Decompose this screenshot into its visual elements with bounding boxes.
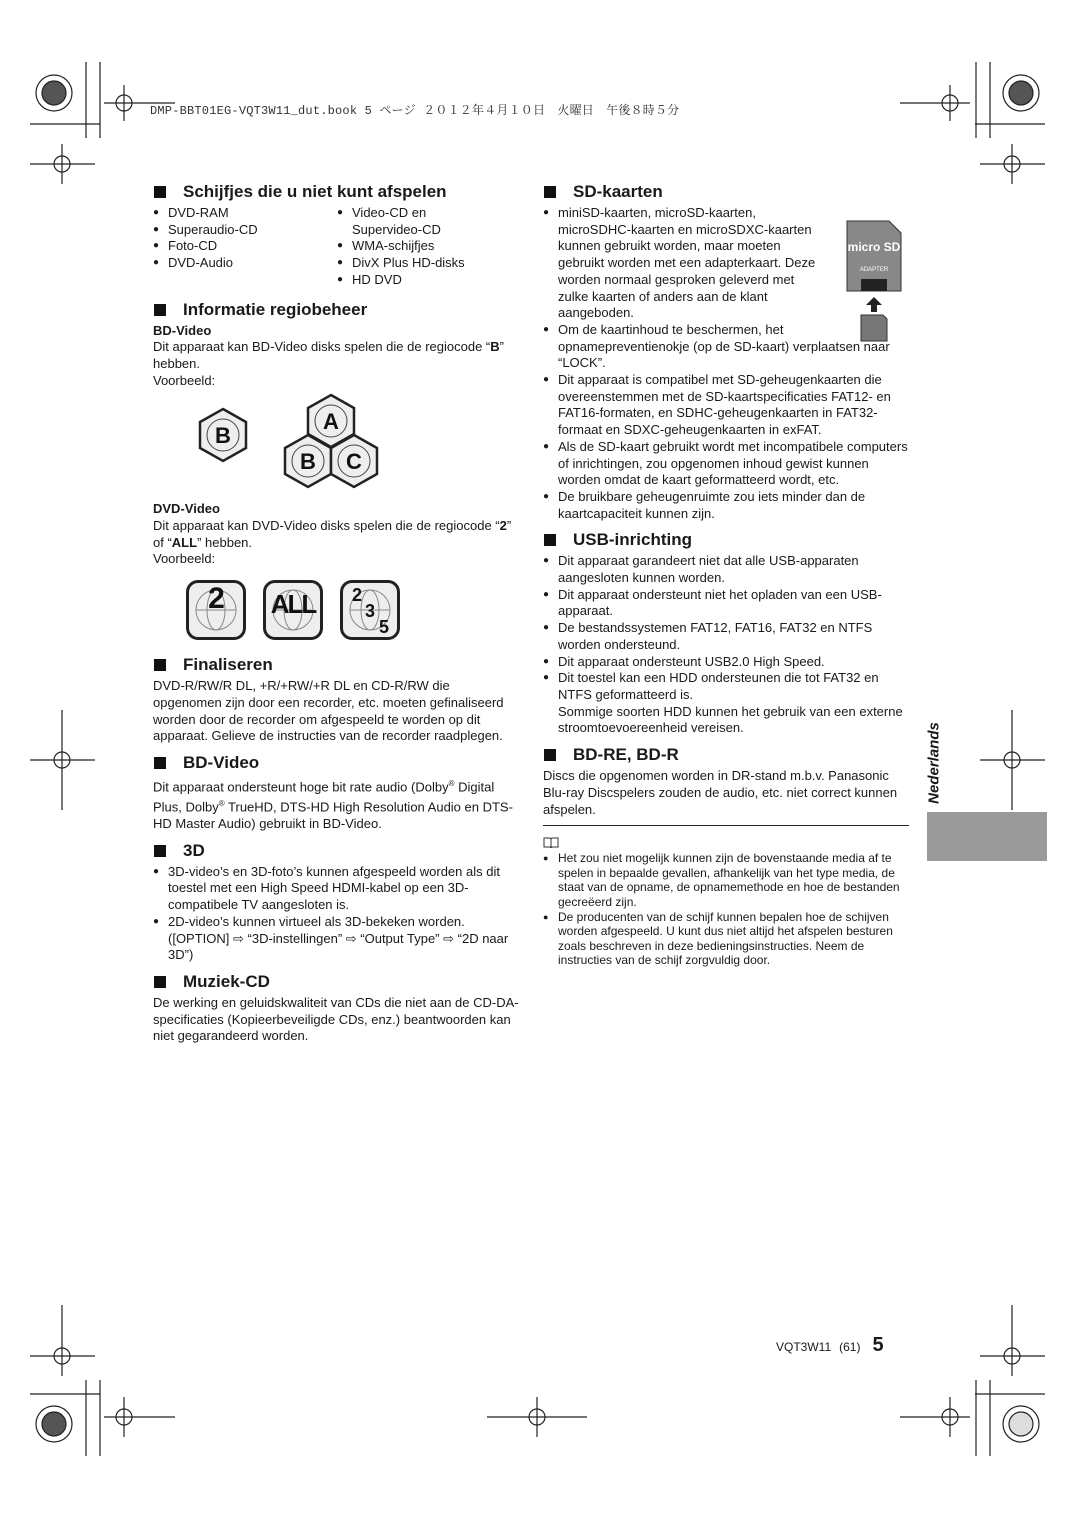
section-music-cd <box>153 971 521 1045</box>
list-item: ● Dit apparaat is compatibel met SD-geheugenkaarten die overeenstemmen met de SD-kaartspecificaties FAT12- en FAT16-formaten, en SDHC-geheugenkaarten in FAT32-formaat en SDXC-geheugenkaarten in exFAT. <box>543 372 909 439</box>
body-text: De werking en geluidskwaliteit van CDs die niet aan de CD-DA-specificaties (Kopieerbeveiligde CDs, enz.) beantwoorden kan niet gegarandeerd worden. <box>153 994 519 1044</box>
section-title: Finaliseren <box>153 654 521 676</box>
square-bullet-icon <box>544 749 556 761</box>
bd-logo-letter: C <box>346 449 362 475</box>
body-text: Dit apparaat ondersteunt hoge bit rate audio (Dolby® Digital Plus, Dolby® TrueHD, DTS-HD High Resolution Audio en DTS-HD Master Audio) gebruikt in BD-Video. <box>153 778 513 832</box>
square-bullet-icon <box>544 186 556 198</box>
dvd-region-logos <box>186 580 521 640</box>
list-item: ● DivX Plus HD-disks <box>337 255 521 272</box>
bd-logo-letter: B <box>300 449 316 475</box>
notes <box>543 851 909 968</box>
svg-text:ADAPTER: ADAPTER <box>859 267 889 273</box>
list-item: ● Dit apparaat garandeert niet dat alle USB-apparaten aangesloten kunnen worden. <box>543 553 909 586</box>
section-3d <box>153 840 521 964</box>
doc-subpage: (61) <box>839 1340 861 1354</box>
list-item: ● Het zou niet mogelijk kunnen zijn de bovenstaande media af te spelen in bepaalde gevallen, afhankelijk van het type media, de staat van de opname, de opnamemethode en hoe de bestanden gecreëerd zijn. <box>543 851 909 909</box>
list-item: ● Superaudio-CD <box>153 222 337 239</box>
dvd-video-subtitle: DVD-Video <box>153 501 220 517</box>
square-bullet-icon <box>154 659 166 671</box>
list-item: ● Video-CD en Supervideo-CD <box>337 205 492 238</box>
list-item: ● WMA-schijfjes <box>337 238 521 255</box>
print-header: DMP-BBT01EG-VQT3W11_dut.book 5 ページ ２０１２年４月１０日 火曜日 午後８時５分 <box>150 104 680 118</box>
example-label: Voorbeeld: <box>153 551 216 567</box>
section-sd-cards <box>543 181 909 522</box>
list-item: ● Dit apparaat ondersteunt USB2.0 High Speed. <box>543 654 909 671</box>
right-column <box>543 181 909 968</box>
language-tab <box>927 812 1047 861</box>
section-title: Informatie regiobeheer <box>153 299 521 321</box>
square-bullet-icon <box>544 534 556 546</box>
page-number: 5 <box>872 1334 884 1356</box>
list-item: ● Foto-CD <box>153 238 337 255</box>
square-bullet-icon <box>154 976 166 988</box>
svg-text:5: 5 <box>379 617 390 638</box>
bd-region-logos <box>153 389 521 501</box>
body-text: Sommige soorten HDD kunnen het gebruik van een externe stroomtoevoereenheid vereisen. <box>558 703 903 736</box>
left-column <box>153 181 521 1052</box>
section-unplayable-discs <box>153 181 521 289</box>
section-usb <box>543 529 909 737</box>
divider <box>543 825 909 826</box>
list-item: ● De bruikbare geheugenruimte zou iets minder dan de kaartcapaciteit kunnen zijn. <box>543 489 909 522</box>
section-finalize <box>153 654 521 745</box>
disc-list-a <box>153 205 337 289</box>
svg-text:2: 2 <box>352 585 363 606</box>
section-bd-re <box>543 744 909 818</box>
dvd-region-icon <box>340 580 400 640</box>
list-item: ● miniSD-kaarten, microSD-kaarten, microSDHC-kaarten en microSDXC-kaarten kunnen gebruikt worden, maar moeten gebruikt worden met een adapterkaart. Deze worden normaal gesproken geleverd met zulke kaarten of anders aan de klant aangeboden. <box>543 205 909 322</box>
doc-code: VQT3W11 <box>776 1340 832 1354</box>
section-bd-video <box>153 752 521 833</box>
list-item: ● Dit apparaat ondersteunt niet het opladen van een USB-apparaat. <box>543 587 909 620</box>
dvd-region-text: Dit apparaat kan DVD-Video disks spelen die de regiocode “2” of “ALL” hebben. <box>153 518 512 550</box>
list-item: ● 3D-video’s en 3D-foto’s kunnen afgespeeld worden als dit toestel met een High Speed HDMI-kabel op een 3D-compatibele TV aangesloten is. <box>153 864 521 914</box>
square-bullet-icon <box>154 304 166 316</box>
square-bullet-icon <box>154 845 166 857</box>
dvd-region-icon: 2 <box>186 580 246 640</box>
list-item: ● Dit toestel kan een HDD ondersteunen die tot FAT32 en NTFS geformatteerd is. <box>543 670 909 703</box>
list-item: ● Om de kaartinhoud te beschermen, het opnamepreventienokje (op de SD-kaart) verplaatsen naar “LOCK”. <box>543 322 909 372</box>
svg-text:micro SD: micro SD <box>847 240 901 254</box>
list-item: ● DVD-Audio <box>153 255 337 272</box>
book-icon <box>543 836 559 848</box>
bd-logo-letter: A <box>323 409 339 435</box>
language-label: Nederlands <box>925 722 943 804</box>
square-bullet-icon <box>154 186 166 198</box>
bd-video-subtitle: BD-Video <box>153 322 212 338</box>
bd-region-icon <box>153 389 521 501</box>
section-title: BD-RE, BD-R <box>543 744 909 766</box>
body-text: Discs die opgenomen worden in DR-stand m.b.v. Panasonic Blu-ray Discspelers zouden de audio, etc. niet correct kunnen afspelen. <box>543 768 898 817</box>
dvd-region-icon: ALL <box>263 580 323 640</box>
disc-list-b <box>337 205 521 289</box>
square-bullet-icon <box>154 757 166 769</box>
section-title: 3D <box>153 840 521 862</box>
section-region-management <box>153 299 521 641</box>
section-title: BD-Video <box>153 752 521 774</box>
section-title: Muziek-CD <box>153 971 521 993</box>
section-title: USB-inrichting <box>543 529 909 551</box>
list-item: ● HD DVD <box>337 272 521 289</box>
list-item: ● Als de SD-kaart gebruikt wordt met incompatibele computers of inrichtingen, zou opgenomen inhoud gewist kunnen worden omdat de kaart geformatteerd wordt, etc. <box>543 439 909 489</box>
section-title: SD-kaarten <box>543 181 909 203</box>
body-text: DVD-R/RW/R DL, +R/+RW/+R DL en CD-R/RW die opgenomen zijn door een recorder, etc. moeten gefinaliseerd worden door de recorder om afgespeeld te worden op dit apparaat. Gelieve de instructies van de recorder raadplegen. <box>153 678 504 744</box>
page-footer <box>776 1334 884 1357</box>
list-item: ● DVD-RAM <box>153 205 337 222</box>
list-item: ● 2D-video’s kunnen virtueel als 3D-bekeken worden. ([OPTION] ⇨ “3D-instellingen” ⇨ “Output Type” ⇨ “2D naar 3D”) <box>153 914 521 964</box>
section-title: Schijfjes die u niet kunt afspelen <box>153 181 521 203</box>
list-item: ● De producenten van de schijf kunnen bepalen hoe de schijven worden afgespeeld. U kunt dus niet altijd het afspelen besturen zoals beschreven in deze bedieningsinstructies. Neem de instructies van de schijf zorgvuldig door. <box>543 910 909 968</box>
svg-text:3: 3 <box>365 601 376 622</box>
bd-region-text: Dit apparaat kan BD-Video disks spelen die de regiocode “B” hebben. <box>153 339 504 371</box>
bd-logo-letter: B <box>215 423 231 449</box>
list-item: ● De bestandssystemen FAT12, FAT16, FAT32 en NTFS worden ondersteund. <box>543 620 909 653</box>
example-label: Voorbeeld: <box>153 372 216 388</box>
